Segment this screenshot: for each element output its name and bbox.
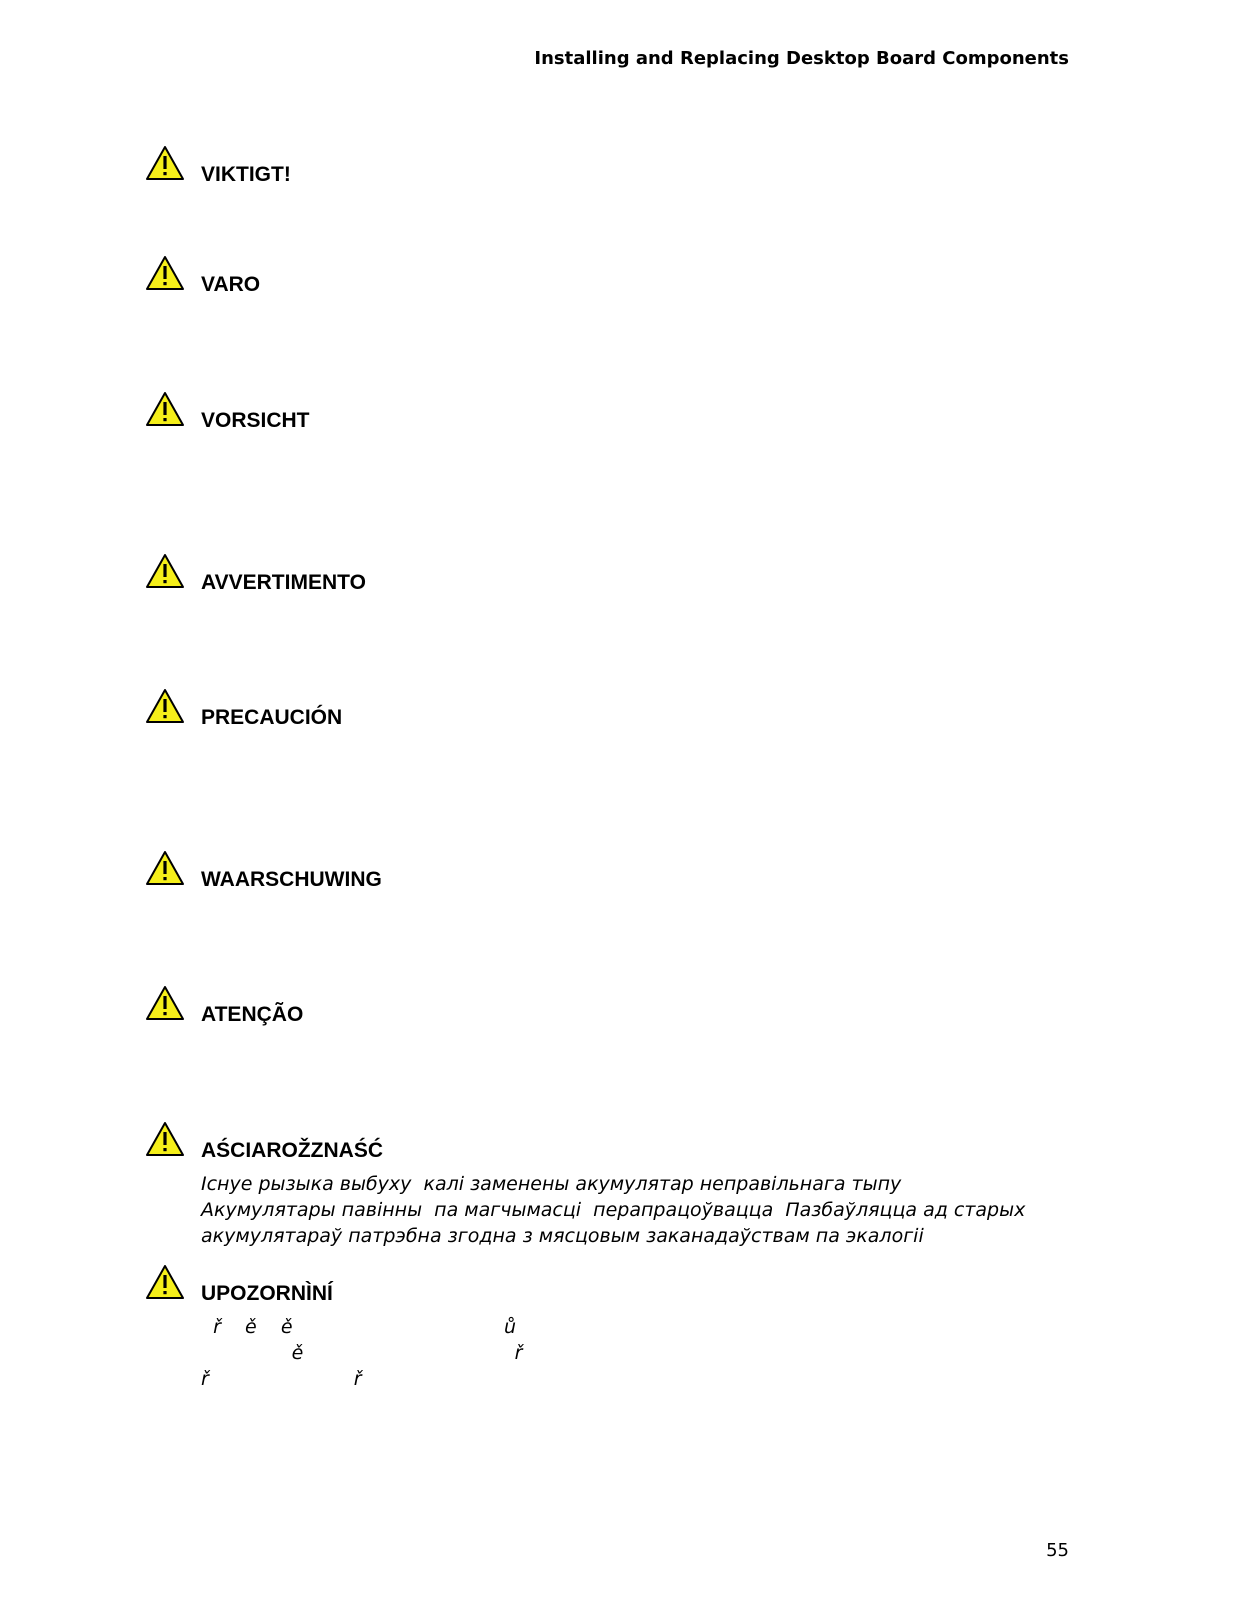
notice-title: VORSICHT [201,409,310,432]
notice-line: ř ř [201,1368,362,1390]
warning-triangle-icon [145,1264,185,1300]
notice-title: VARO [201,273,261,296]
notice-title: WAARSCHUWING [201,868,382,891]
notice-title: PRECAUCIÓN [201,706,343,729]
warning-triangle-icon [145,1121,185,1157]
warning-triangle-icon [145,850,185,886]
notice-body [201,1314,1081,1392]
notice-title: UPOZORNÌNÍ [201,1282,333,1305]
warning-triangle-icon [145,145,185,181]
notice-line: ě ř [201,1342,523,1364]
warning-triangle-icon [145,255,185,291]
warning-triangle-icon [145,688,185,724]
notice-line: ř ě ě ů [201,1316,517,1338]
notice-line: Існуе рызыка выбуху калі заменены акумулятар неправільнага тыпу [201,1173,902,1195]
warning-triangle-icon [145,391,185,427]
notice-title: AVVERTIMENTO [201,571,366,594]
notice-line: акумулятараў патрэбна згодна з мясцовым заканадаўствам па экалогіі [201,1225,924,1247]
notice-title: ATENÇÃO [201,1003,304,1026]
notice-line: Акумулятары павінны па магчымасці перапрацоўвацца Пазбаўляцца ад старых [201,1199,1026,1221]
notice-title: VIKTIGT! [201,163,291,186]
warning-triangle-icon [145,985,185,1021]
notice-title: AŚCIAROŽZNAŚĆ [201,1139,383,1162]
notice-body [201,1171,1081,1249]
page-number: 55 [1046,1540,1069,1561]
warning-triangle-icon [145,553,185,589]
running-header: Installing and Replacing Desktop Board Components [534,48,1069,69]
